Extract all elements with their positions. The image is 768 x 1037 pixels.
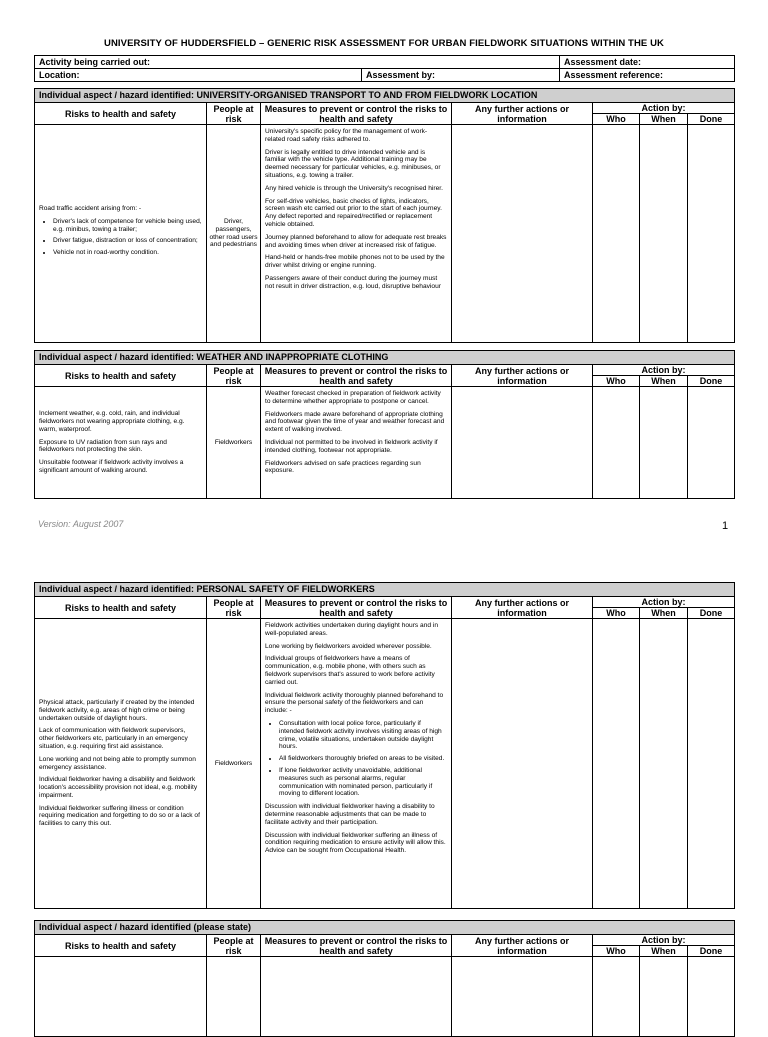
header-risks: Risks to health and safety — [35, 103, 207, 125]
measure-item: Hand-held or hands-free mobile phones not to be used by the driver whilst driving or engine running. — [265, 254, 445, 270]
header-further: Any further actions or information — [452, 365, 593, 387]
version-label: Version: August 2007 — [38, 519, 124, 529]
risk-bullet: • Vehicle not in road-worthy condition. — [53, 249, 202, 257]
header-who: Who — [593, 608, 640, 619]
header-action-by: Action by: — [593, 935, 735, 946]
further-actions-cell[interactable] — [452, 125, 593, 343]
risk-item: Individual fieldworker suffering illness or condition requiring medication and forgetting to do so or a lack of facilities to carry this out. — [39, 804, 200, 828]
risk-item: Individual fieldworker having a disability and fieldwork location's accessibility provision not ideal, e.g. mobility impairment. — [39, 776, 198, 799]
header-when: When — [640, 376, 688, 387]
risks-cell — [35, 619, 207, 909]
header-people: People at risk — [207, 103, 261, 125]
further-actions-cell[interactable] — [452, 957, 593, 1037]
measure-item: Individual groups of fieldworkers have a means of communication, e.g. mobile phone, with others such as fieldwork supervisors that's assured to work before activity carried out. — [265, 655, 435, 686]
measure-bullet: • If lone fieldworker activity unavoidable, additional measures such as personal alarms, regular communication with nominated person, particularly if moving to different location. — [279, 767, 447, 798]
activity-field[interactable]: Activity being carried out: — [35, 56, 560, 69]
risk-bullet: • Driver's lack of competence for vehicle being used, e.g. minibus, towing a trailer; — [53, 218, 202, 234]
further-actions-cell[interactable] — [452, 619, 593, 909]
header-when: When — [640, 608, 688, 619]
risk-item: Lone working and not being able to promptly summon emergency assistance. — [39, 755, 196, 771]
header-further: Any further actions or information — [452, 935, 593, 957]
measure-item: Discussion with individual fieldworker suffering an illness of condition requiring medication to ensure activity will allow this. Advice can be sought from Occupational Health. — [265, 831, 446, 855]
measure-item: Fieldwork activities undertaken during daylight hours and in well-populated areas. — [265, 622, 438, 637]
when-cell[interactable] — [640, 125, 688, 343]
done-cell[interactable] — [688, 619, 735, 909]
measure-item: Individual not permitted to be involved in fieldwork activity if intended clothing, footwear not appropriate. — [265, 438, 438, 454]
risk-bullet: • Driver fatigue, distraction or loss of concentration; — [53, 237, 202, 245]
header-who: Who — [593, 946, 640, 957]
measure-item: Lone working by fieldworkers avoided wherever possible. — [265, 642, 432, 650]
measure-bullet: • Consultation with local police force, particularly if intended fieldwork activity involves visiting areas of high crime, volatile situations, undertaken outside daylight hours. — [279, 720, 447, 751]
header-measures: Measures to prevent or control the risks to health and safety — [261, 597, 452, 619]
measure-item: Fieldworkers made aware beforehand of appropriate clothing and footwear given the time of year and weather forecast and extent of walking involved. — [265, 410, 445, 434]
header-who: Who — [593, 114, 640, 125]
who-cell[interactable] — [593, 125, 640, 343]
risk-intro: Road traffic accident arising from: - — [39, 205, 142, 212]
when-cell[interactable] — [640, 387, 688, 499]
who-cell[interactable] — [593, 387, 640, 499]
when-cell[interactable] — [640, 619, 688, 909]
header-people: People at risk — [207, 597, 261, 619]
measures-cell — [261, 619, 452, 909]
header-action-by: Action by: — [593, 103, 735, 114]
risk-item: Physical attack, particularly if created by the intended fieldwork activity, e.g. areas of high crime or being undertaken outside of daylight hours. — [39, 698, 195, 722]
blank-hazard-table — [34, 920, 735, 1037]
header-risks: Risks to health and safety — [35, 597, 207, 619]
assessment-reference-field[interactable]: Assessment reference: — [560, 69, 735, 82]
who-cell[interactable] — [593, 957, 640, 1037]
measure-item: For self-drive vehicles, basic checks of lights, indicators, screen wash etc carried out prior to the start of each journey. Any defect reported and repaired/rectified or replacement vehicle obtained. — [265, 197, 442, 228]
header-measures: Measures to prevent or control the risks to health and safety — [261, 103, 452, 125]
header-people: People at risk — [207, 935, 261, 957]
risks-cell[interactable] — [35, 957, 207, 1037]
risk-item: Exposure to UV radiation from sun rays and fieldworkers not protecting the skin. — [39, 438, 167, 454]
header-done: Done — [688, 376, 735, 387]
assessment-date-field[interactable]: Assessment date: — [560, 56, 735, 69]
when-cell[interactable] — [640, 957, 688, 1037]
measure-item: Fieldworkers advised on safe practices regarding sun exposure. — [265, 459, 421, 475]
measures-cell — [261, 387, 452, 499]
header-risks: Risks to health and safety — [35, 935, 207, 957]
page-number: 1 — [722, 520, 729, 532]
risk-item: Inclement weather, e.g. cold, rain, and individual fieldworkers not wearing appropriate clothing, e.g. warm, waterproof. — [39, 410, 185, 433]
people-at-risk-cell: Fieldworkers — [207, 387, 261, 499]
measure-item: Driver is legally entitled to drive intended vehicle and is familiar with the vehicle type. Additional training may be deemed necessary for particular vehicles, e.g. minibuses, or situations, e.g. towing a trailer. — [265, 148, 441, 179]
measure-item: Weather forecast checked in preparation of fieldwork activity to determine whether appropriate to postpone or cancel. — [265, 390, 441, 405]
location-field[interactable]: Location: — [35, 69, 362, 82]
header-further: Any further actions or information — [452, 103, 593, 125]
header-who: Who — [593, 376, 640, 387]
done-cell[interactable] — [688, 957, 735, 1037]
measure-item: University's specific policy for the management of work-related road safety risks adhered to. — [265, 128, 428, 143]
header-done: Done — [688, 608, 735, 619]
personal-safety-hazard-table — [34, 582, 735, 909]
people-at-risk-cell: Driver, passengers, other road users and pedestrians — [207, 125, 261, 343]
risks-cell — [35, 125, 207, 343]
document-title: UNIVERSITY OF HUDDERSFIELD – GENERIC RISK ASSESSMENT FOR URBAN FIELDWORK SITUATIONS WITHIN THE UK — [103, 38, 665, 49]
header-action-by: Action by: — [593, 597, 735, 608]
header-done: Done — [688, 946, 735, 957]
done-cell[interactable] — [688, 387, 735, 499]
transport-hazard-table — [34, 88, 735, 343]
header-action-by: Action by: — [593, 365, 735, 376]
hazard-band-weather: Individual aspect / hazard identified: WEATHER AND INAPPROPRIATE CLOTHING — [35, 351, 735, 365]
header-people: People at risk — [207, 365, 261, 387]
measure-item: Individual fieldwork activity thoroughly planned beforehand to ensure the personal safety of the fieldworkers and can include: - — [265, 691, 444, 715]
people-at-risk-cell[interactable] — [207, 957, 261, 1037]
header-further: Any further actions or information — [452, 597, 593, 619]
hazard-band-personal-safety: Individual aspect / hazard identified: PERSONAL SAFETY OF FIELDWORKERS — [35, 583, 735, 597]
assessment-details-table — [34, 55, 735, 82]
measure-item: Discussion with individual fieldworker having a disability to determine reasonable adjustments that can be made to facilitate activity and their participation. — [265, 803, 435, 826]
measure-item: Passengers aware of their conduct during the journey must not result in driver distraction, e.g. loud, disruptive behaviour — [265, 274, 441, 290]
assessed-by-field[interactable]: Assessment by: — [362, 69, 560, 82]
header-when: When — [640, 946, 688, 957]
measures-cell[interactable] — [261, 957, 452, 1037]
people-at-risk-cell: Fieldworkers — [207, 619, 261, 909]
risks-cell — [35, 387, 207, 499]
measures-cell — [261, 125, 452, 343]
header-measures: Measures to prevent or control the risks to health and safety — [261, 365, 452, 387]
measure-item: Journey planned beforehand to allow for adequate rest breaks and avoiding times when driver at increased risk of fatigue. — [265, 233, 447, 249]
further-actions-cell[interactable] — [452, 387, 593, 499]
weather-hazard-table — [34, 350, 735, 499]
measure-bullet: • All fieldworkers thoroughly briefed on areas to be visited. — [279, 755, 447, 763]
header-measures: Measures to prevent or control the risks to health and safety — [261, 935, 452, 957]
header-risks: Risks to health and safety — [35, 365, 207, 387]
risk-item: Lack of communication with fieldwork supervisors, other fieldworkers etc, particularly in an emergency situation, e.g. requiring first aid assistance. — [39, 727, 188, 750]
hazard-band-transport: Individual aspect / hazard identified: UNIVERSITY-ORGANISED TRANSPORT TO AND FROM FIELDWORK LOCATION — [35, 89, 735, 103]
header-done: Done — [688, 114, 735, 125]
who-cell[interactable] — [593, 619, 640, 909]
measure-item: Any hired vehicle is through the University's recognised hirer. — [265, 184, 443, 192]
header-when: When — [640, 114, 688, 125]
risk-item: Unsuitable footwear if fieldwork activity involves a significant amount of walking around. — [39, 459, 184, 474]
hazard-band-please-state[interactable]: Individual aspect / hazard identified (please state) — [35, 921, 735, 935]
done-cell[interactable] — [688, 125, 735, 343]
